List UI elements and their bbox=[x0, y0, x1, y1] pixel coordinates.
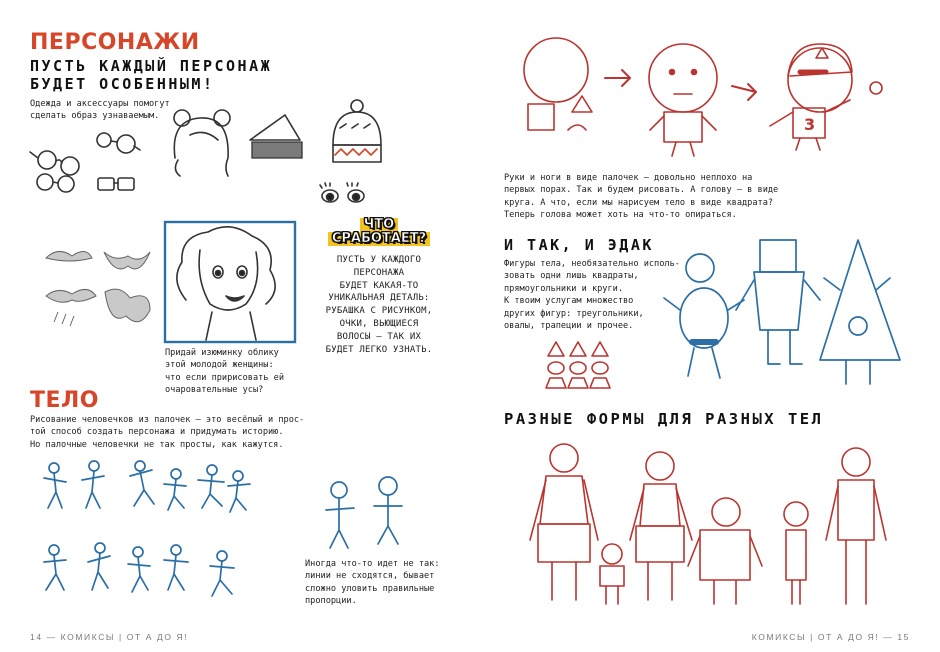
wrong-caption: Иногда что-то идет не так: линии не сходятся, бывает сложно уловить правильные пропорции. bbox=[305, 559, 440, 607]
cap-number: 3 bbox=[804, 115, 816, 134]
body-heading: ТЕЛО bbox=[30, 388, 100, 413]
shapes-text: Фигуры тела, необязательно исполь- зовать одни лишь квадраты, прямоугольники и круги. К твоим услугам множество других фигур: треугольники, овалы, трапеции и прочее. bbox=[504, 259, 680, 332]
characters-subtitle-1: ПУСТЬ КАЖДЫЙ ПЕРСОНАЖ bbox=[30, 57, 273, 75]
stick-text: Руки и ноги в виде палочек — довольно неплохо на первых порах. Так и будем рисовать. А голову — в виде круга. А что, если мы нарисуем тело в виде квадрата? Теперь голова может хоть на что-то опираться. bbox=[504, 173, 779, 221]
body-text: Рисование человечков из палочек — это весёлый и прос- той способ создать персонажа и придумать историю. Но палочные человечки не так просты, как кажутся. bbox=[30, 415, 305, 450]
clothes-note: Одежда и аксессуары помогут сделать образ узнаваемым. bbox=[30, 99, 170, 122]
woman-caption: Придай изюминку облику этой молодой женщины: что если пририсовать ей очаровательные усы? bbox=[165, 348, 284, 396]
what-works-badge: ЧТО СРАБОТАЕТ? bbox=[324, 218, 434, 246]
left-folio: 14 — КОМИКСЫ | ОТ А ДО Я! bbox=[30, 632, 189, 642]
shapes-heading: РАЗНЫЕ ФОРМЫ ДЛЯ РАЗНЫХ ТЕЛ bbox=[504, 410, 824, 428]
characters-subtitle-2: БУДЕТ ОСОБЕННЫМ! bbox=[30, 75, 215, 93]
so-and-so-heading: И ТАК, И ЭДАК bbox=[504, 236, 654, 254]
right-folio: КОМИКСЫ | ОТ А ДО Я! — 15 bbox=[751, 632, 910, 642]
characters-heading: ПЕРСОНАЖИ bbox=[30, 30, 200, 55]
what-works-text: ПУСТЬ У КАЖДОГО ПЕРСОНАЖА БУДЕТ КАКАЯ-ТО УНИКАЛЬНАЯ ДЕТАЛЬ: РУБАШКА С РИСУНКОМ, ОЧКИ, ВЬЮЩИЕСЯ ВОЛОСЫ — ТАК ИХ БУДЕТ ЛЕГКО УЗНАТЬ. bbox=[325, 255, 433, 355]
